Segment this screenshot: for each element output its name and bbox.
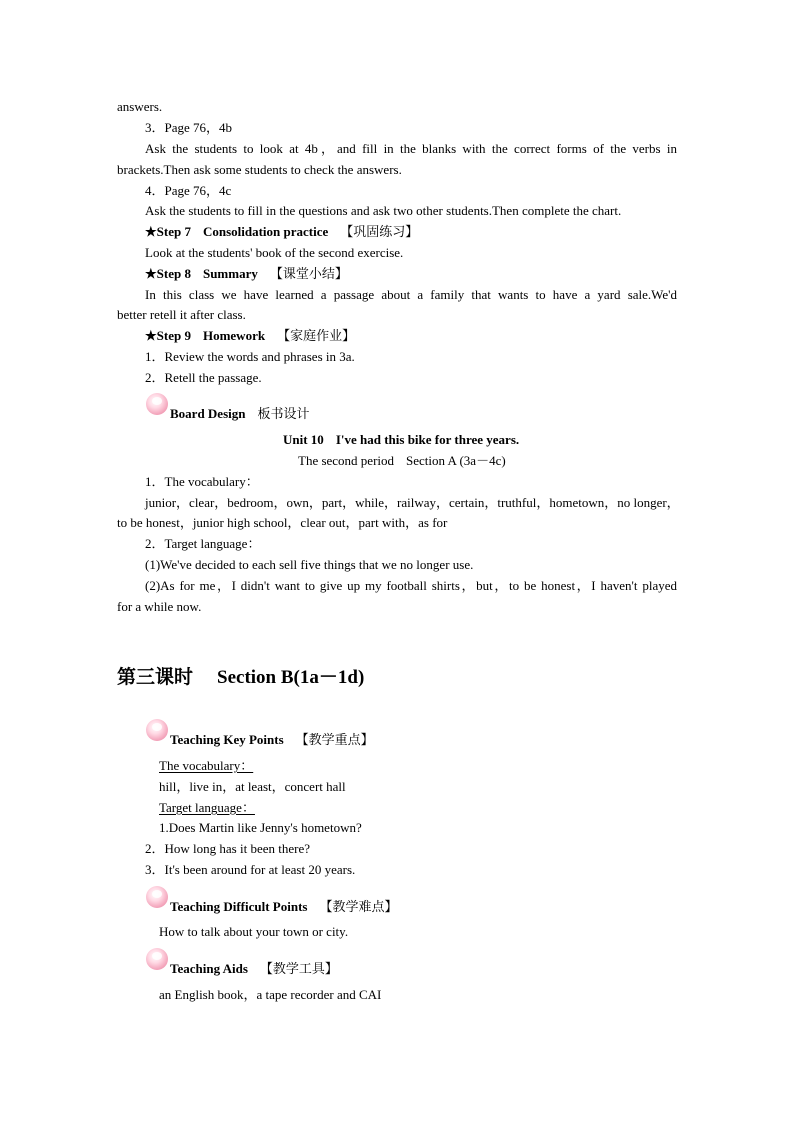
step8-heading: [145, 265, 348, 283]
board-target: (2)As for me，I didn't want to give up my football shirts，but，to be honest，I haven't played: [145, 578, 677, 593]
teaching-aids-cn: 【教学工具】: [259, 962, 338, 977]
step9-cn: 【家庭作业】: [277, 329, 356, 344]
text-line: answers.: [117, 99, 163, 114]
flower-icon: [146, 886, 168, 908]
board-heading: [170, 405, 310, 423]
list-item: 1.Does Martin like Jenny's hometown?: [159, 820, 362, 835]
board-period: [298, 452, 506, 469]
text-line: brackets.Then ask some students to check the answers.: [117, 162, 402, 177]
step7-cn: 【巩固练习】: [340, 225, 419, 240]
difficult-points-heading: [170, 898, 398, 916]
board-target: (1)We've decided to each sell five things that we no longer use.: [145, 557, 474, 572]
board-target: for a while now.: [117, 599, 202, 614]
key-points-heading: [170, 731, 374, 749]
board-section: Section A (3a－4c): [406, 453, 506, 468]
board-vocab: junior，clear，bedroom，own，part，while，railway，certain，truthful，hometown，no longer，: [145, 495, 680, 510]
step7-label: ★Step 7: [145, 224, 191, 239]
step9-title: Homework: [202, 328, 266, 343]
list-item: 2．How long has it been there?: [145, 841, 310, 856]
step9-heading: [145, 327, 355, 345]
key-points-title: Teaching Key Points: [170, 732, 284, 747]
list-item: 2．Retell the passage.: [145, 370, 262, 385]
board-period-label: The second period: [298, 453, 395, 468]
text-line: Ask the students to fill in the questions and ask two other students.Then complete the chart.: [145, 203, 622, 218]
difficult-points-cn: 【教学难点】: [319, 900, 398, 915]
lesson-heading-title: Section B(1a－1d): [217, 667, 365, 688]
step7-body: Look at the students' book of the second exercise.: [145, 245, 404, 260]
list-item: 3．Page 76，4b: [145, 120, 233, 135]
teaching-aids-heading: [170, 960, 338, 978]
step9-label: ★Step 9: [145, 328, 191, 343]
flower-icon: [146, 948, 168, 970]
board-unit-name: I've had this bike for three years.: [335, 432, 520, 447]
board-unit-title: [283, 431, 519, 448]
key-vocab-label: The vocabulary：: [159, 758, 254, 773]
difficult-points-body: How to talk about your town or city.: [159, 924, 349, 939]
step8-body: better retell it after class.: [117, 307, 246, 322]
key-points-cn: 【教学重点】: [295, 733, 374, 748]
lesson-heading: [117, 665, 364, 690]
list-item: 1．The vocabulary：: [145, 474, 259, 489]
key-target-label: Target language：: [159, 800, 255, 815]
lesson-heading-cn: 第三课时: [117, 666, 194, 688]
list-item: 4．Page 76，4c: [145, 183, 232, 198]
flower-icon: [146, 719, 168, 741]
board-unit: Unit 10: [283, 432, 324, 447]
step8-cn: 【课堂小结】: [269, 267, 348, 282]
step7-heading: [145, 223, 418, 241]
list-item: 2．Target language：: [145, 536, 261, 551]
step7-title: Consolidation practice: [202, 224, 329, 239]
list-item: 3．It's been around for at least 20 years.: [145, 862, 356, 877]
board-cn: 板书设计: [257, 407, 310, 422]
teaching-aids-body: an English book，a tape recorder and CAI: [159, 987, 382, 1002]
step8-body: In this class we have learned a passage about a family that wants to have a yard sale.We'd: [145, 287, 677, 302]
board-title: Board Design: [170, 406, 246, 421]
teaching-aids-title: Teaching Aids: [170, 961, 248, 976]
board-vocab: to be honest，junior high school，clear out，part with，as for: [117, 515, 448, 530]
step8-title: Summary: [202, 266, 258, 281]
text-line: Ask the students to look at 4b，and fill in the blanks with the correct forms of the verbs in: [145, 141, 677, 156]
difficult-points-title: Teaching Difficult Points: [170, 899, 308, 914]
key-vocab: hill，live in，at least，concert hall: [159, 779, 346, 794]
step8-label: ★Step 8: [145, 266, 191, 281]
flower-icon: [146, 393, 168, 415]
list-item: 1．Review the words and phrases in 3a.: [145, 349, 355, 364]
